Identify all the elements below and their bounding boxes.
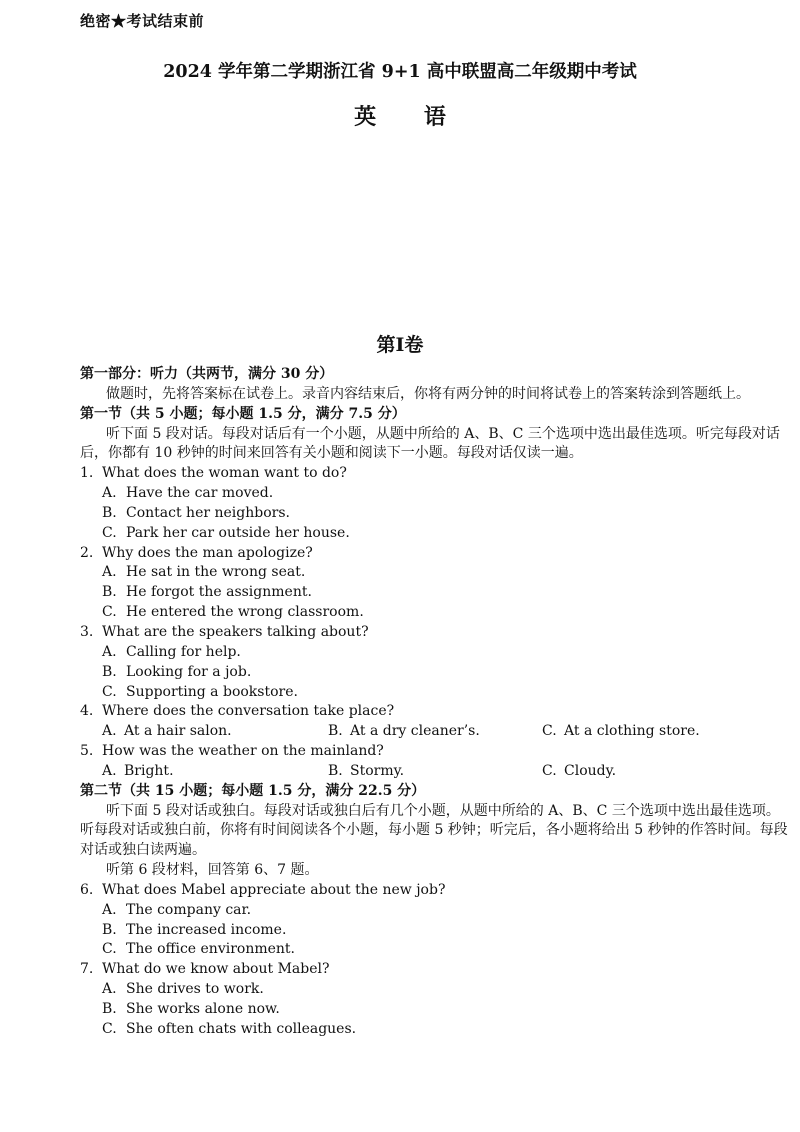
material-note: 听第 6 段材料，回答第 6、7 题。: [106, 862, 319, 879]
section2-heading: 第二节（共 15 小题；每小题 1.5 分，满分 22.5 分）: [80, 782, 426, 799]
part1-heading: 第一部分：听力（共两节，满分 30 分）: [80, 366, 334, 382]
option-4a: A. At a hair salon.: [102, 723, 232, 740]
question-1: 1. What does the woman want to do?: [80, 465, 347, 482]
option-1c: C. Park her car outside her house.: [102, 524, 350, 541]
options-4: [80, 722, 788, 742]
subject-title: 英 语: [354, 104, 466, 130]
part1-instruction: 做题时，先将答案标在试卷上。录音内容结束后，你将有两分钟的时间将试卷上的答案转涂到答题纸上。: [106, 385, 750, 402]
option-2b: B. He forgot the assignment.: [102, 584, 312, 601]
option-3c: C. Supporting a bookstore.: [102, 683, 298, 700]
question-6: 6. What does Mabel appreciate about the new job?: [80, 881, 446, 898]
question-3: 3. What are the speakers talking about?: [80, 623, 369, 640]
option-5b: B. Stormy.: [328, 762, 405, 779]
option-7c: C. She often chats with colleagues.: [102, 1020, 357, 1037]
volume-title: 第I卷: [376, 334, 424, 356]
option-2c: C. He entered the wrong classroom.: [102, 604, 364, 621]
section1-heading: 第一节（共 5 小题；每小题 1.5 分，满分 7.5 分）: [80, 405, 406, 422]
options-5: [80, 762, 788, 782]
question-7: 7. What do we know about Mabel?: [80, 961, 330, 978]
option-6a: A. The company car.: [102, 901, 252, 918]
option-3b: B. Looking for a job.: [102, 663, 252, 680]
question-5: 5. How was the weather on the mainland?: [80, 743, 384, 760]
exam-title: 2024 学年第二学期浙江省 9+1 高中联盟高二年级期中考试: [163, 62, 637, 82]
question-2: 2. Why does the man apologize?: [80, 544, 313, 561]
option-4c: C. At a clothing store.: [542, 723, 700, 740]
section2-instruction: 听下面 5 段对话或独白。每段对话或独白后有几个小题，从题中所给的 A、B、C 三个选项中选出最佳选项。听每段对话或独白前，你将有时间阅读各个小题，每小题 5 秒钟；听完后，各小题将给出 5 秒钟的作答时间。每段对话或独白读两遍。: [80, 802, 788, 859]
section1-instruction: 听下面 5 段对话。每段对话后有一个小题，从题中所给的 A、B、C 三个选项中选出最佳选项。听完每段对话后，你都有 10 秒钟的时间来回答有关小题和阅读下一小题。每段对话仅读一遍。: [80, 425, 780, 462]
option-3a: A. Calling for help.: [102, 643, 241, 660]
option-1a: A. Have the car moved.: [102, 485, 274, 502]
exam-content: [80, 365, 788, 1040]
confidential-label: 绝密★考试结束前: [80, 12, 205, 30]
option-5a: A. Bright.: [102, 762, 174, 779]
option-6b: B. The increased income.: [102, 921, 287, 938]
option-4b: B. At a dry cleaner’s.: [328, 723, 480, 740]
option-7b: B. She works alone now.: [102, 1001, 280, 1017]
option-5c: C. Cloudy.: [542, 762, 617, 779]
option-7a: A. She drives to work.: [102, 981, 264, 998]
option-6c: C. The office environment.: [102, 941, 295, 958]
option-2a: A. He sat in the wrong seat.: [102, 564, 306, 581]
option-1b: B. Contact her neighbors.: [102, 504, 290, 521]
question-4: 4. Where does the conversation take place?: [80, 703, 395, 720]
